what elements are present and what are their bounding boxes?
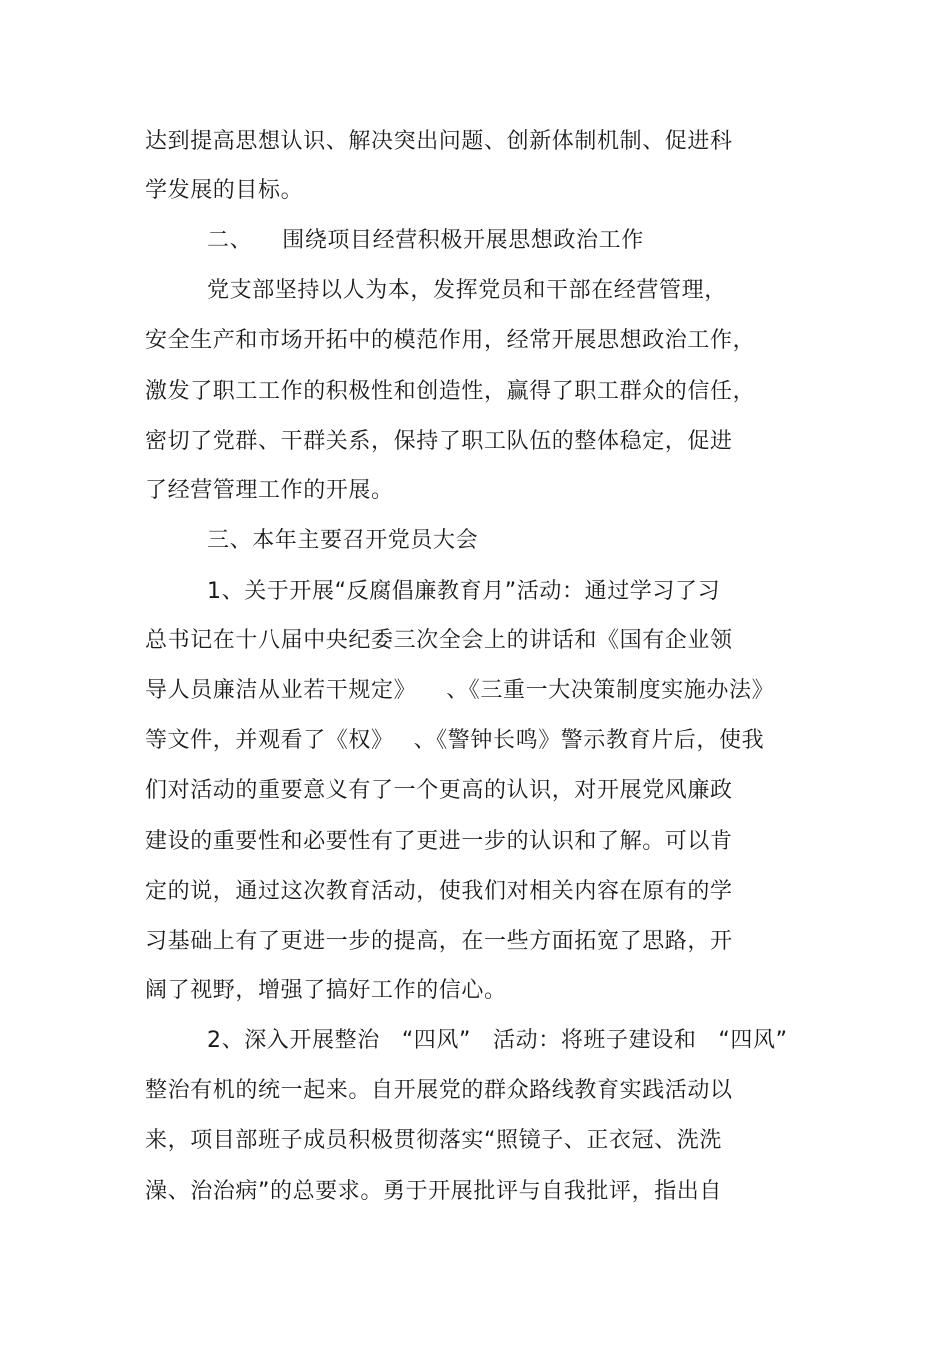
paragraph-line: 澡、治治病”的总要求。勇于开展批评与自我批评，指出自 [145, 1179, 722, 1204]
paragraph-line: 建设的重要性和必要性有了更进一步的认识和了解。可以肯 [145, 829, 733, 854]
paragraph-line: 习基础上有了更进一步的提高，在一些方面拓宽了思路，开 [145, 929, 733, 954]
paragraph-line: 学发展的目标。 [145, 178, 304, 203]
paragraph-line: 安全生产和市场开拓中的模范作用，经常开展思想政治工作， [145, 328, 756, 353]
paragraph-line: 们对活动的重要意义有了一个更高的认识，对开展党风廉政 [145, 778, 733, 803]
line-segment: 、《三重一大决策制度实施办法》 [446, 678, 775, 703]
line-segment: 、《警钟长鸣》警示教育片后，使我 [413, 728, 765, 753]
section-number: 二、 [207, 228, 253, 253]
paragraph-line: 总书记在十八届中央纪委三次全会上的讲话和《国有企业领 [145, 628, 733, 653]
paragraph-line: 了经营管理工作的开展。 [145, 478, 394, 503]
line-segment: “四风” [401, 1028, 472, 1053]
paragraph-line: 密切了党群、干群关系，保持了职工队伍的整体稳定，促进 [145, 429, 733, 454]
paragraph-line [145, 676, 774, 706]
paragraph-line: 达到提高思想认识、解决突出问题、创新体制机制、促进科 [145, 129, 733, 154]
paragraph-line: 阔了视野，增强了搞好工作的信心。 [145, 978, 507, 1003]
line-segment: 2、深入开展整治 [207, 1028, 380, 1053]
line-segment: 导人员廉洁从业若干规定》 [145, 678, 417, 703]
line-segment: 等文件，并观看了《权》 [145, 728, 394, 753]
paragraph-line [145, 726, 764, 756]
paragraph-line: 定的说，通过这次教育活动，使我们对相关内容在原有的学 [145, 879, 733, 904]
line-segment: 活动：将班子建设和 [493, 1028, 697, 1053]
paragraph-line: 整治有机的统一起来。自开展党的群众路线教育实践活动以 [145, 1078, 733, 1103]
section-heading-3: 三、本年主要召开党员大会 [207, 528, 479, 553]
line-segment: “四风” [718, 1028, 788, 1053]
paragraph-line: 来，项目部班子成员积极贯彻落实“照镜子、正衣冠、洗洗 [145, 1128, 722, 1153]
section-heading-2 [207, 226, 644, 256]
paragraph-line: 激发了职工工作的积极性和创造性，赢得了职工群众的信任， [145, 379, 756, 404]
paragraph-line: 党支部坚持以人为本，发挥党员和干部在经营管理， [207, 278, 727, 303]
section-title: 围绕项目经营积极开展思想政治工作 [282, 228, 644, 253]
paragraph-line: 1、关于开展“反腐倡廉教育月”活动：通过学习了习 [207, 579, 721, 604]
paragraph-line [207, 1026, 788, 1056]
